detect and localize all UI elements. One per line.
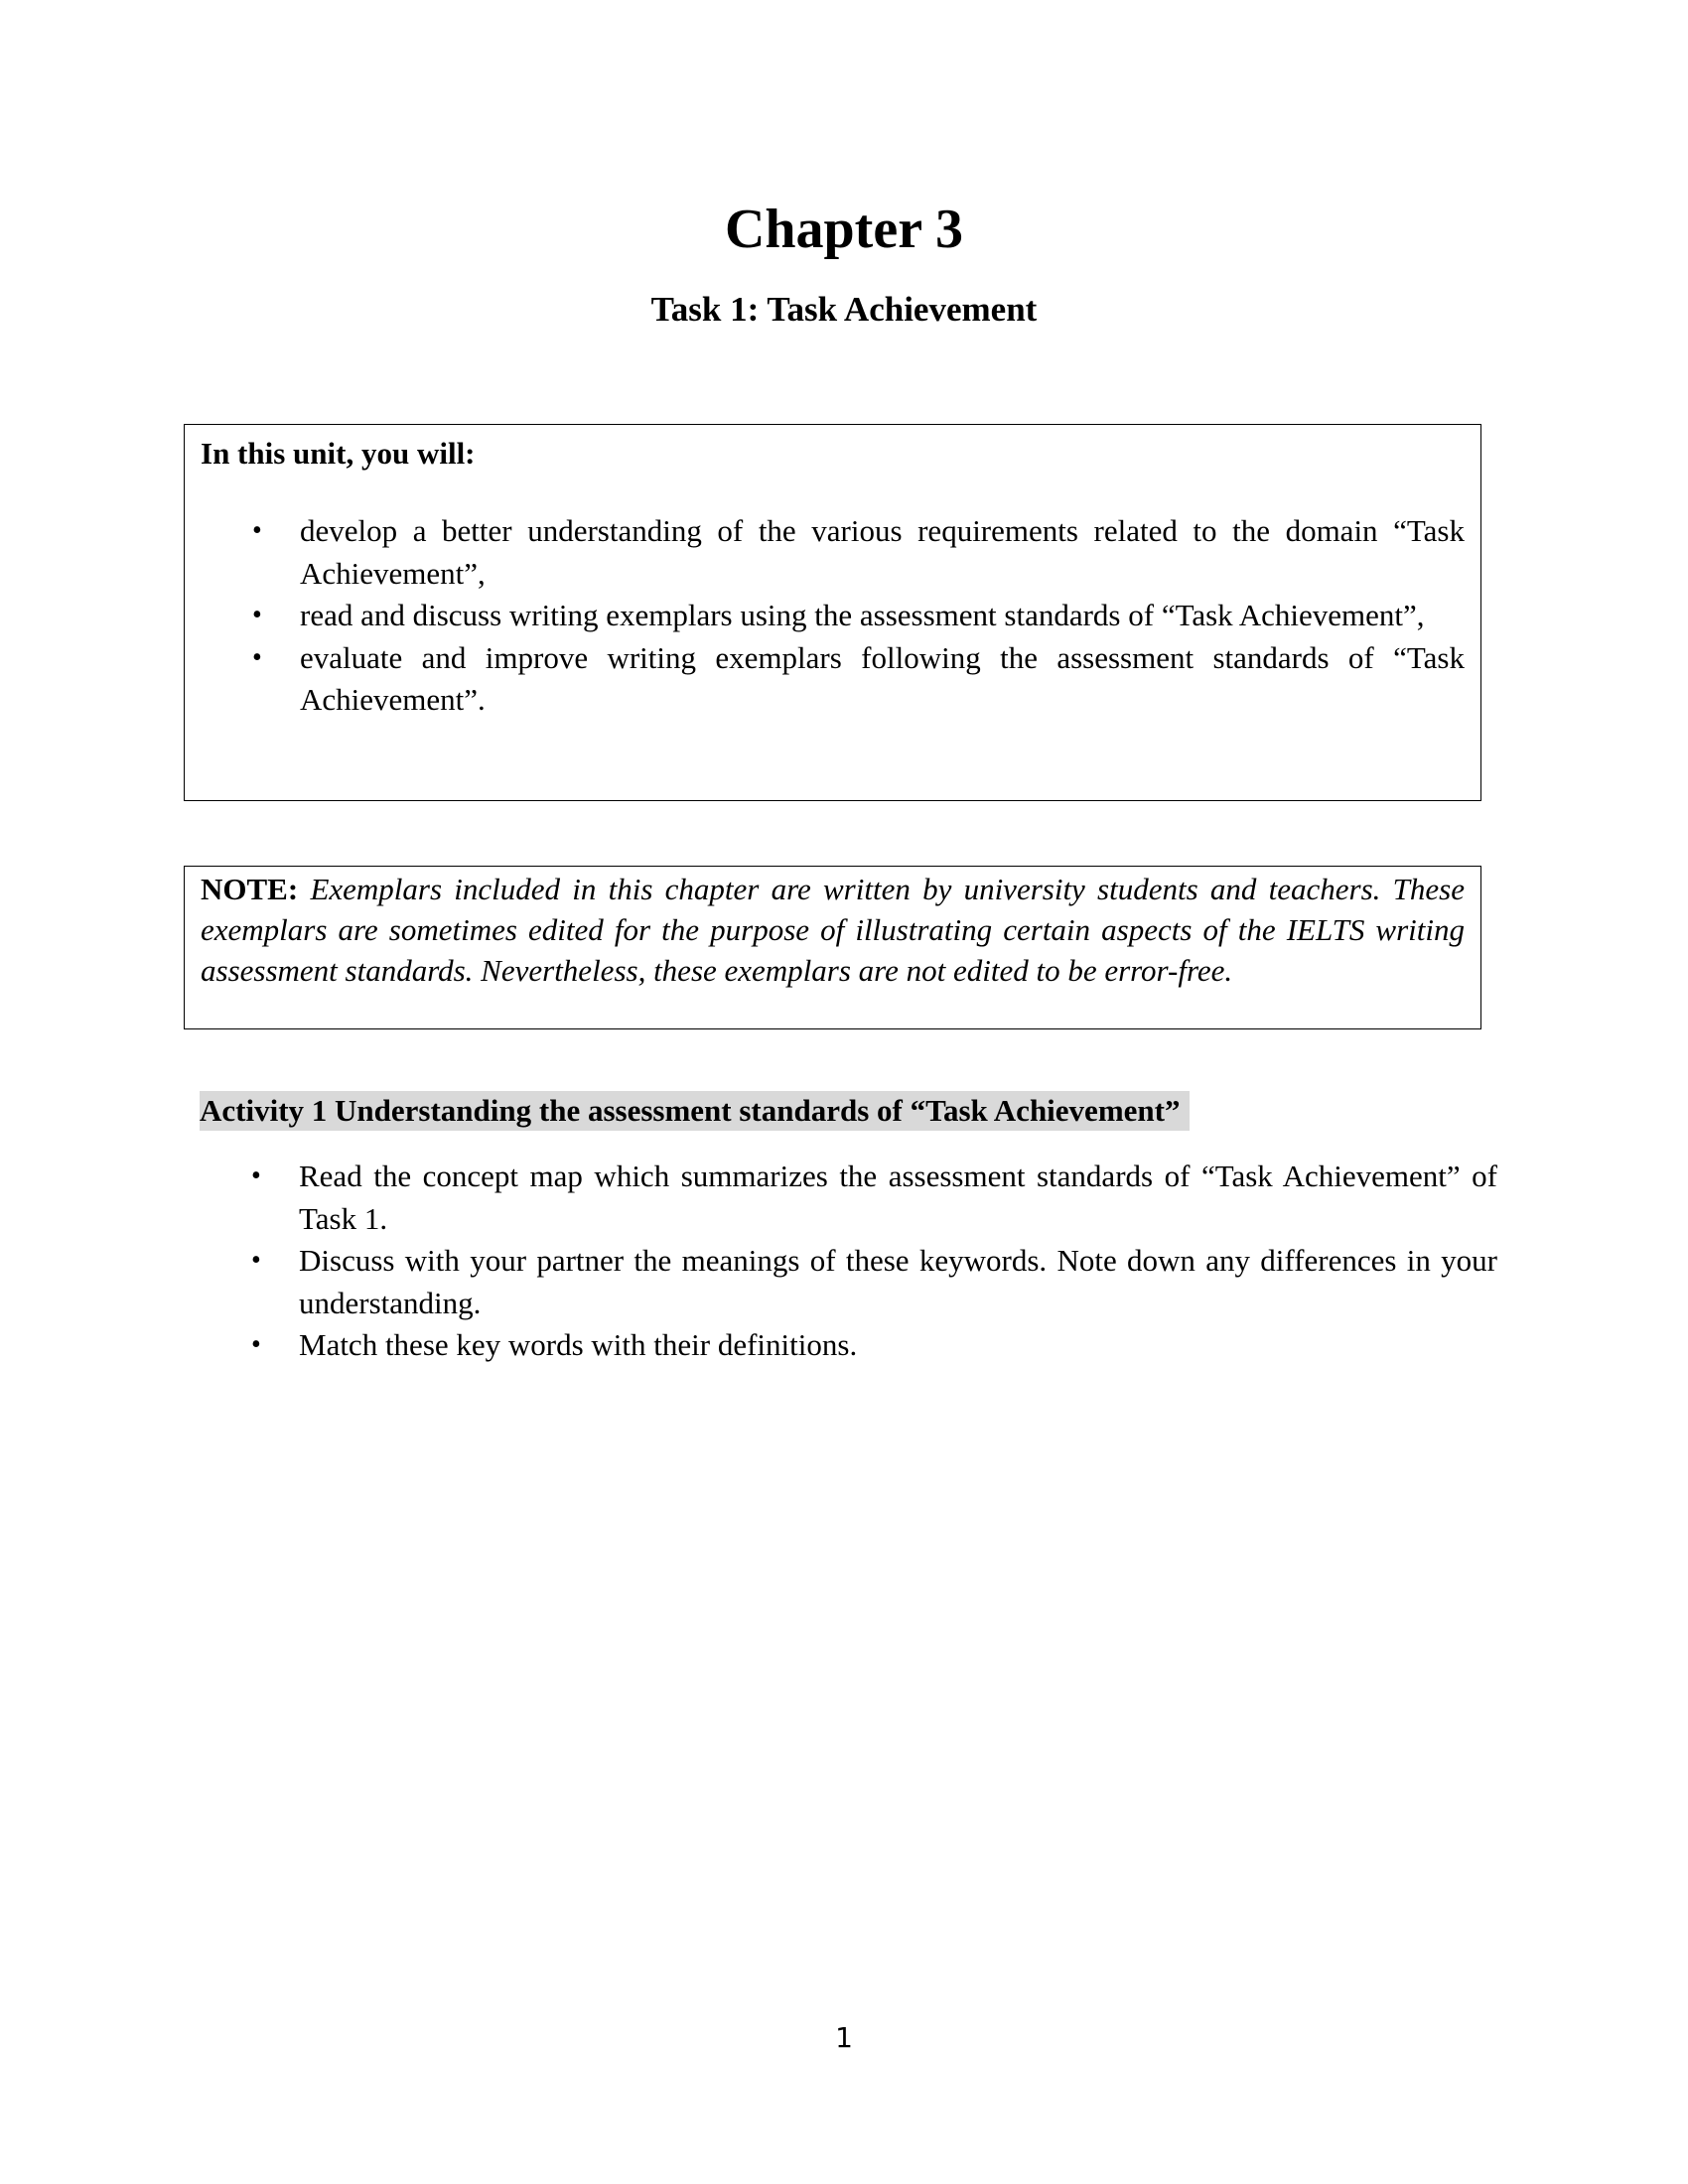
note-box [184,866,1481,1029]
objective-item-text: develop a better understanding of the various requirements related to the domain “Task Achievement”, [300,513,1465,591]
bullet-icon: • [252,515,262,546]
bullet-icon: • [251,1329,261,1360]
page-number: 1 [835,2021,853,2054]
note-text: Exemplars included in this chapter are written by university students and teachers. These exemplars are sometimes edited for the purpose of illustrating certain aspects of the IELTS writing assessment standards. Nevertheless, these exemplars are not edited to be error-free. [201,872,1465,988]
activity-item [200,1156,1497,1240]
bullet-icon: • [251,1245,261,1276]
bullet-icon: • [252,600,262,630]
bullet-icon: • [251,1160,261,1191]
activity-item-text: Discuss with your partner the meanings of these keywords. Note down any differences in your understanding. [299,1243,1497,1320]
objectives-heading: In this unit, you will: [201,436,476,471]
activity-list [200,1156,1497,1367]
objectives-box [184,424,1481,801]
note-label: NOTE: [201,872,299,906]
activity-item-text: Match these key words with their definitions. [299,1327,858,1362]
objective-item-text: evaluate and improve writing exemplars following the assessment standards of “Task Achievement”. [300,639,1465,717]
objectives-list [201,510,1465,722]
chapter-subtitle: Task 1: Task Achievement [650,290,1038,329]
chapter-title: Chapter 3 [724,199,964,260]
objective-item [201,637,1465,722]
activity-item-text: Read the concept map which summarizes the assessment standards of “Task Achievement” of Task 1. [299,1159,1497,1236]
objective-item [201,595,1465,637]
objective-item-text: read and discuss writing exemplars using the assessment standards of “Task Achievement”, [300,598,1425,632]
activity-item [200,1324,1497,1367]
activity-item [200,1240,1497,1324]
objective-item [201,510,1465,595]
activity-heading: Activity 1 Understanding the assessment standards of “Task Achievement” [200,1091,1190,1131]
bullet-icon: • [252,641,262,673]
